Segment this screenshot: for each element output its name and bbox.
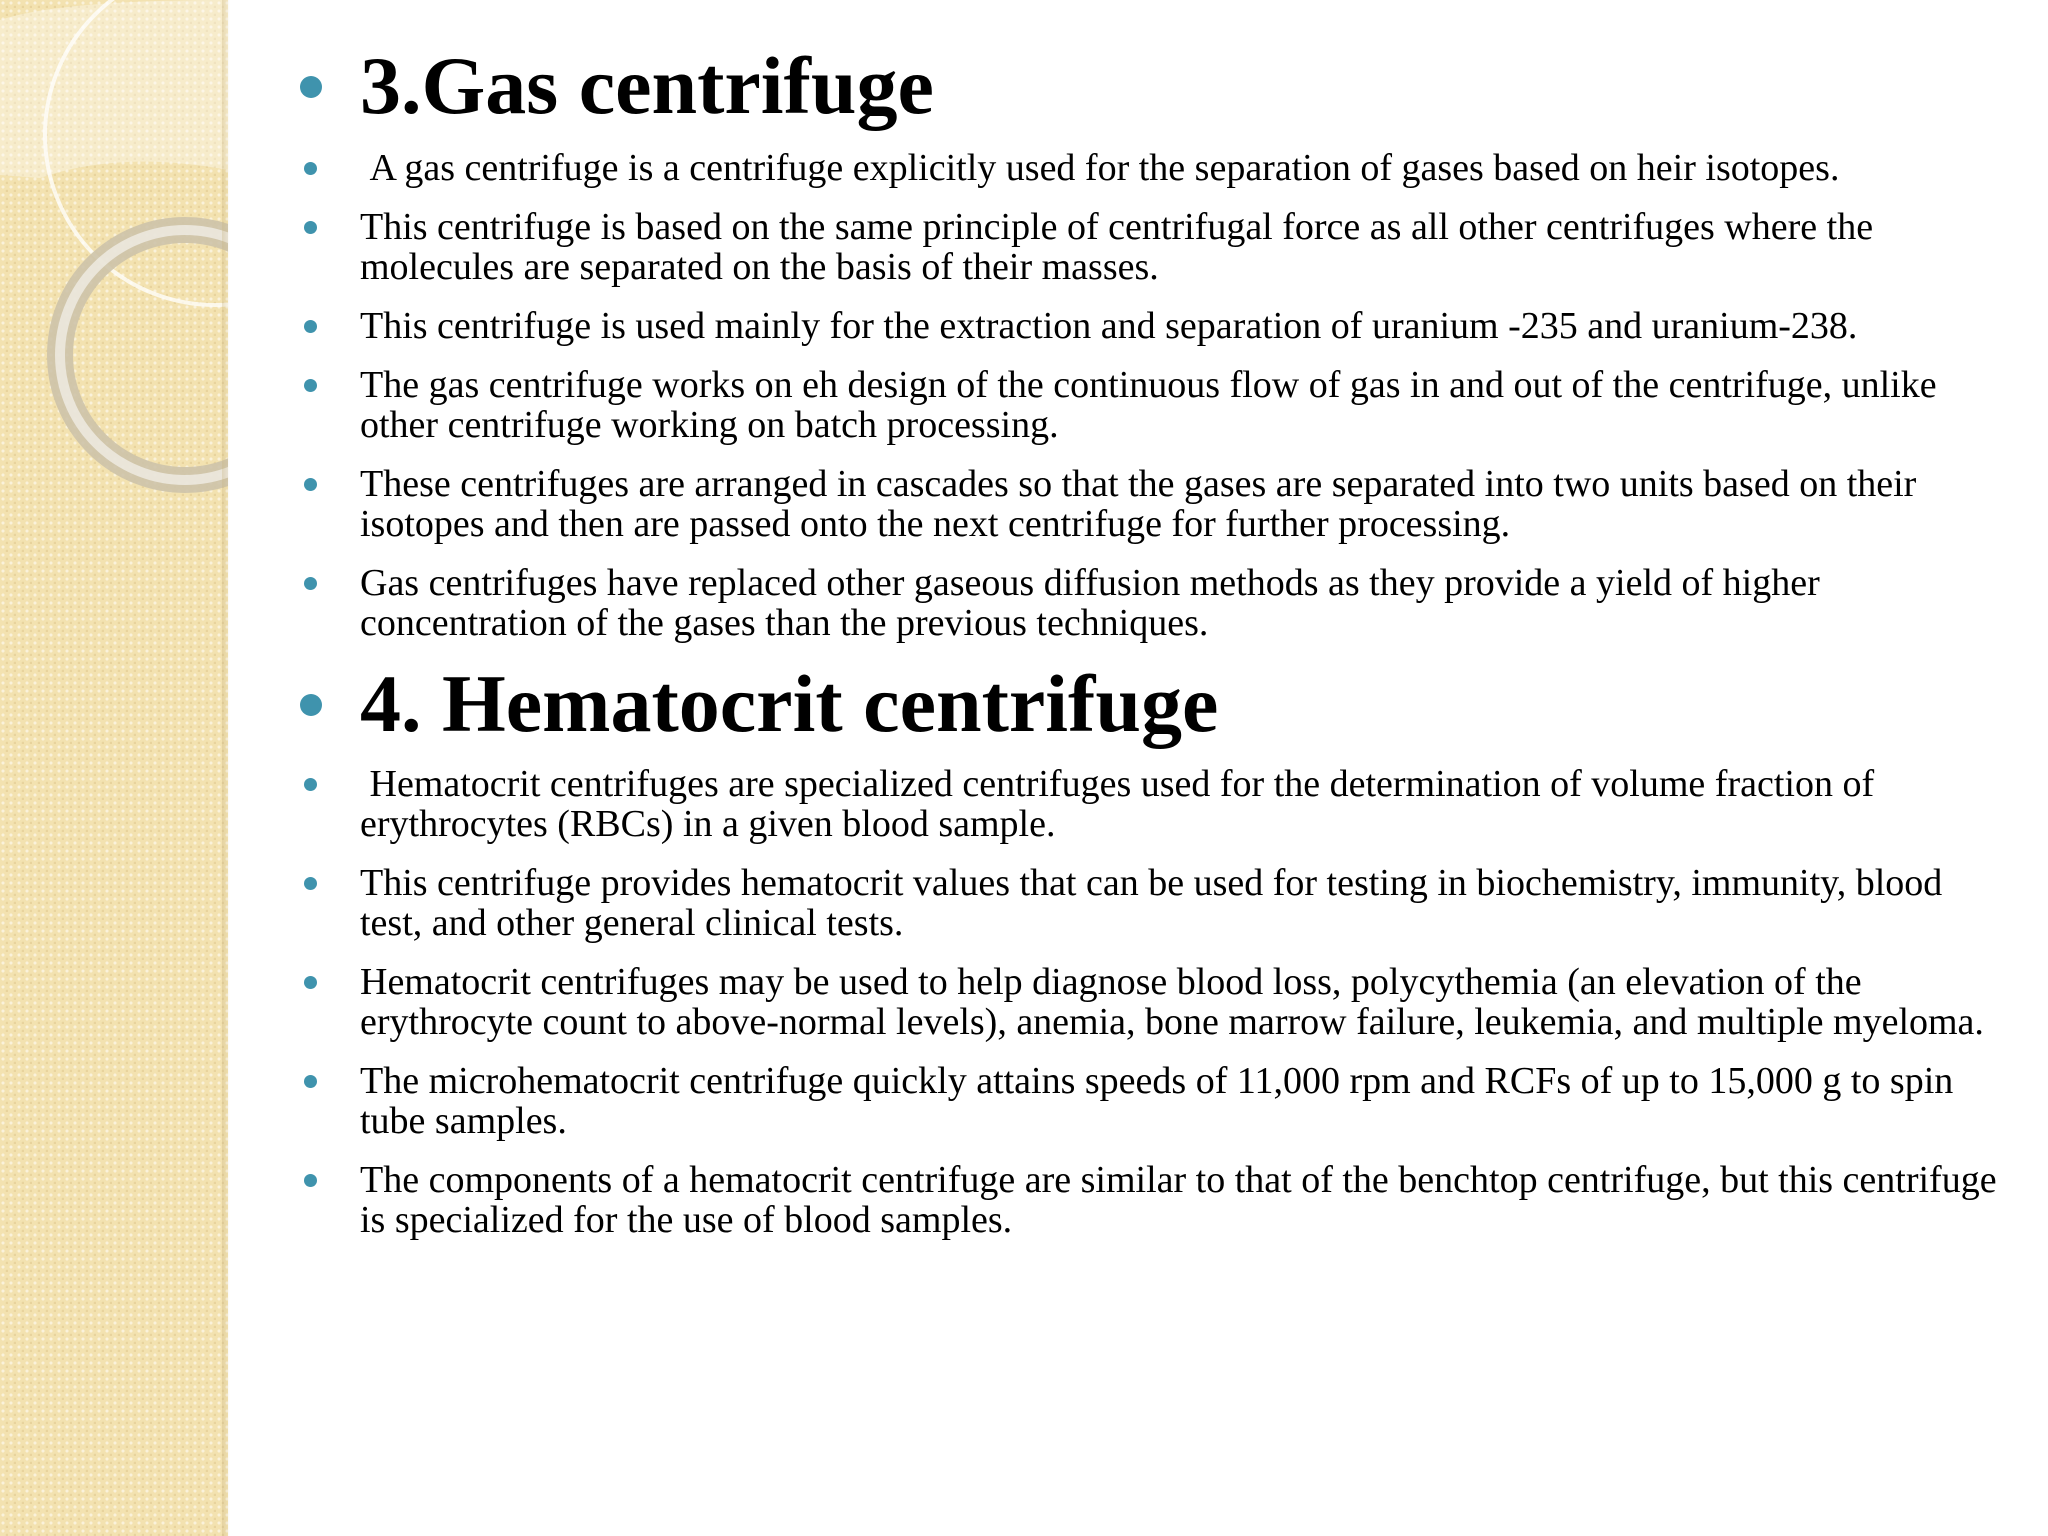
- bullet-dot-icon: [304, 221, 317, 234]
- list-item-text: Hematocrit centrifuges may be used to help diagnose blood loss, polycythemia (an elevation of the erythrocyte count to above-normal levels), anemia, bone marrow failure, leukemia, and multiple myeloma.: [360, 961, 1984, 1043]
- decorative-rings-graphic: [0, 0, 228, 560]
- bullet-dot-icon: [304, 577, 317, 590]
- list-item: [280, 306, 2000, 346]
- bullet-dot-icon: [300, 694, 322, 716]
- list-item: [280, 863, 2000, 943]
- list-item-text: The gas centrifuge works on eh design of the continuous flow of gas in and out of the centrifuge, unlike other centrifuge working on batch processing.: [360, 364, 1937, 446]
- bullet-dot-icon: [304, 162, 317, 175]
- list-item: [280, 563, 2000, 643]
- list-item: [280, 365, 2000, 445]
- list-item-text: The microhematocrit centrifuge quickly attains speeds of 11,000 rpm and RCFs of up to 15,000 g to spin tube samples.: [360, 1060, 1954, 1142]
- section-heading-hematocrit-centrifuge: [280, 656, 2000, 752]
- bullet-dot-icon: [304, 877, 317, 890]
- bullet-dot-icon: [304, 976, 317, 989]
- section-heading-gas-centrifuge: [280, 38, 2000, 134]
- list-item-text: Gas centrifuges have replaced other gaseous diffusion methods as they provide a yield of higher concentration of the gases than the previous techniques.: [360, 562, 1820, 644]
- list-item: [280, 148, 2000, 188]
- slide-content: [280, 38, 2000, 1259]
- decorative-side-band: [0, 0, 228, 1536]
- bullet-dot-icon: [300, 76, 322, 98]
- list-item-text: Hematocrit centrifuges are specialized centrifuges used for the determination of volume fraction of erythrocytes (RBCs) in a given blood sample.: [360, 763, 1884, 845]
- bullet-dot-icon: [304, 778, 317, 791]
- list-item: [280, 1160, 2000, 1240]
- list-item-text: This centrifuge provides hematocrit values that can be used for testing in biochemistry, immunity, blood test, and other general clinical tests.: [360, 862, 1943, 944]
- list-item: [280, 207, 2000, 287]
- heading-text: 3.Gas centrifuge: [360, 40, 934, 131]
- list-item: [280, 764, 2000, 844]
- bullet-dot-icon: [304, 320, 317, 333]
- side-band-edge-shadow: [222, 0, 230, 1536]
- list-item: [280, 1061, 2000, 1141]
- bullet-list: [280, 38, 2000, 1240]
- list-item-text: This centrifuge is used mainly for the extraction and separation of uranium -235 and uranium-238.: [360, 305, 1858, 347]
- list-item-text: This centrifuge is based on the same principle of centrifugal force as all other centrifuges where the molecules are separated on the basis of their masses.: [360, 206, 1874, 288]
- list-item: [280, 962, 2000, 1042]
- list-item-text: These centrifuges are arranged in cascades so that the gases are separated into two units based on their isotopes and then are passed onto the next centrifuge for further processing.: [360, 463, 1917, 545]
- bullet-dot-icon: [304, 379, 317, 392]
- list-item-text: A gas centrifuge is a centrifuge explicitly used for the separation of gases based on heir isotopes.: [360, 147, 1840, 189]
- heading-text: 4. Hematocrit centrifuge: [360, 658, 1219, 749]
- bullet-dot-icon: [304, 1075, 317, 1088]
- bullet-dot-icon: [304, 1174, 317, 1187]
- list-item: [280, 464, 2000, 544]
- bullet-dot-icon: [304, 478, 317, 491]
- list-item-text: The components of a hematocrit centrifuge are similar to that of the benchtop centrifuge, but this centrifuge is specialized for the use of blood samples.: [360, 1159, 1997, 1241]
